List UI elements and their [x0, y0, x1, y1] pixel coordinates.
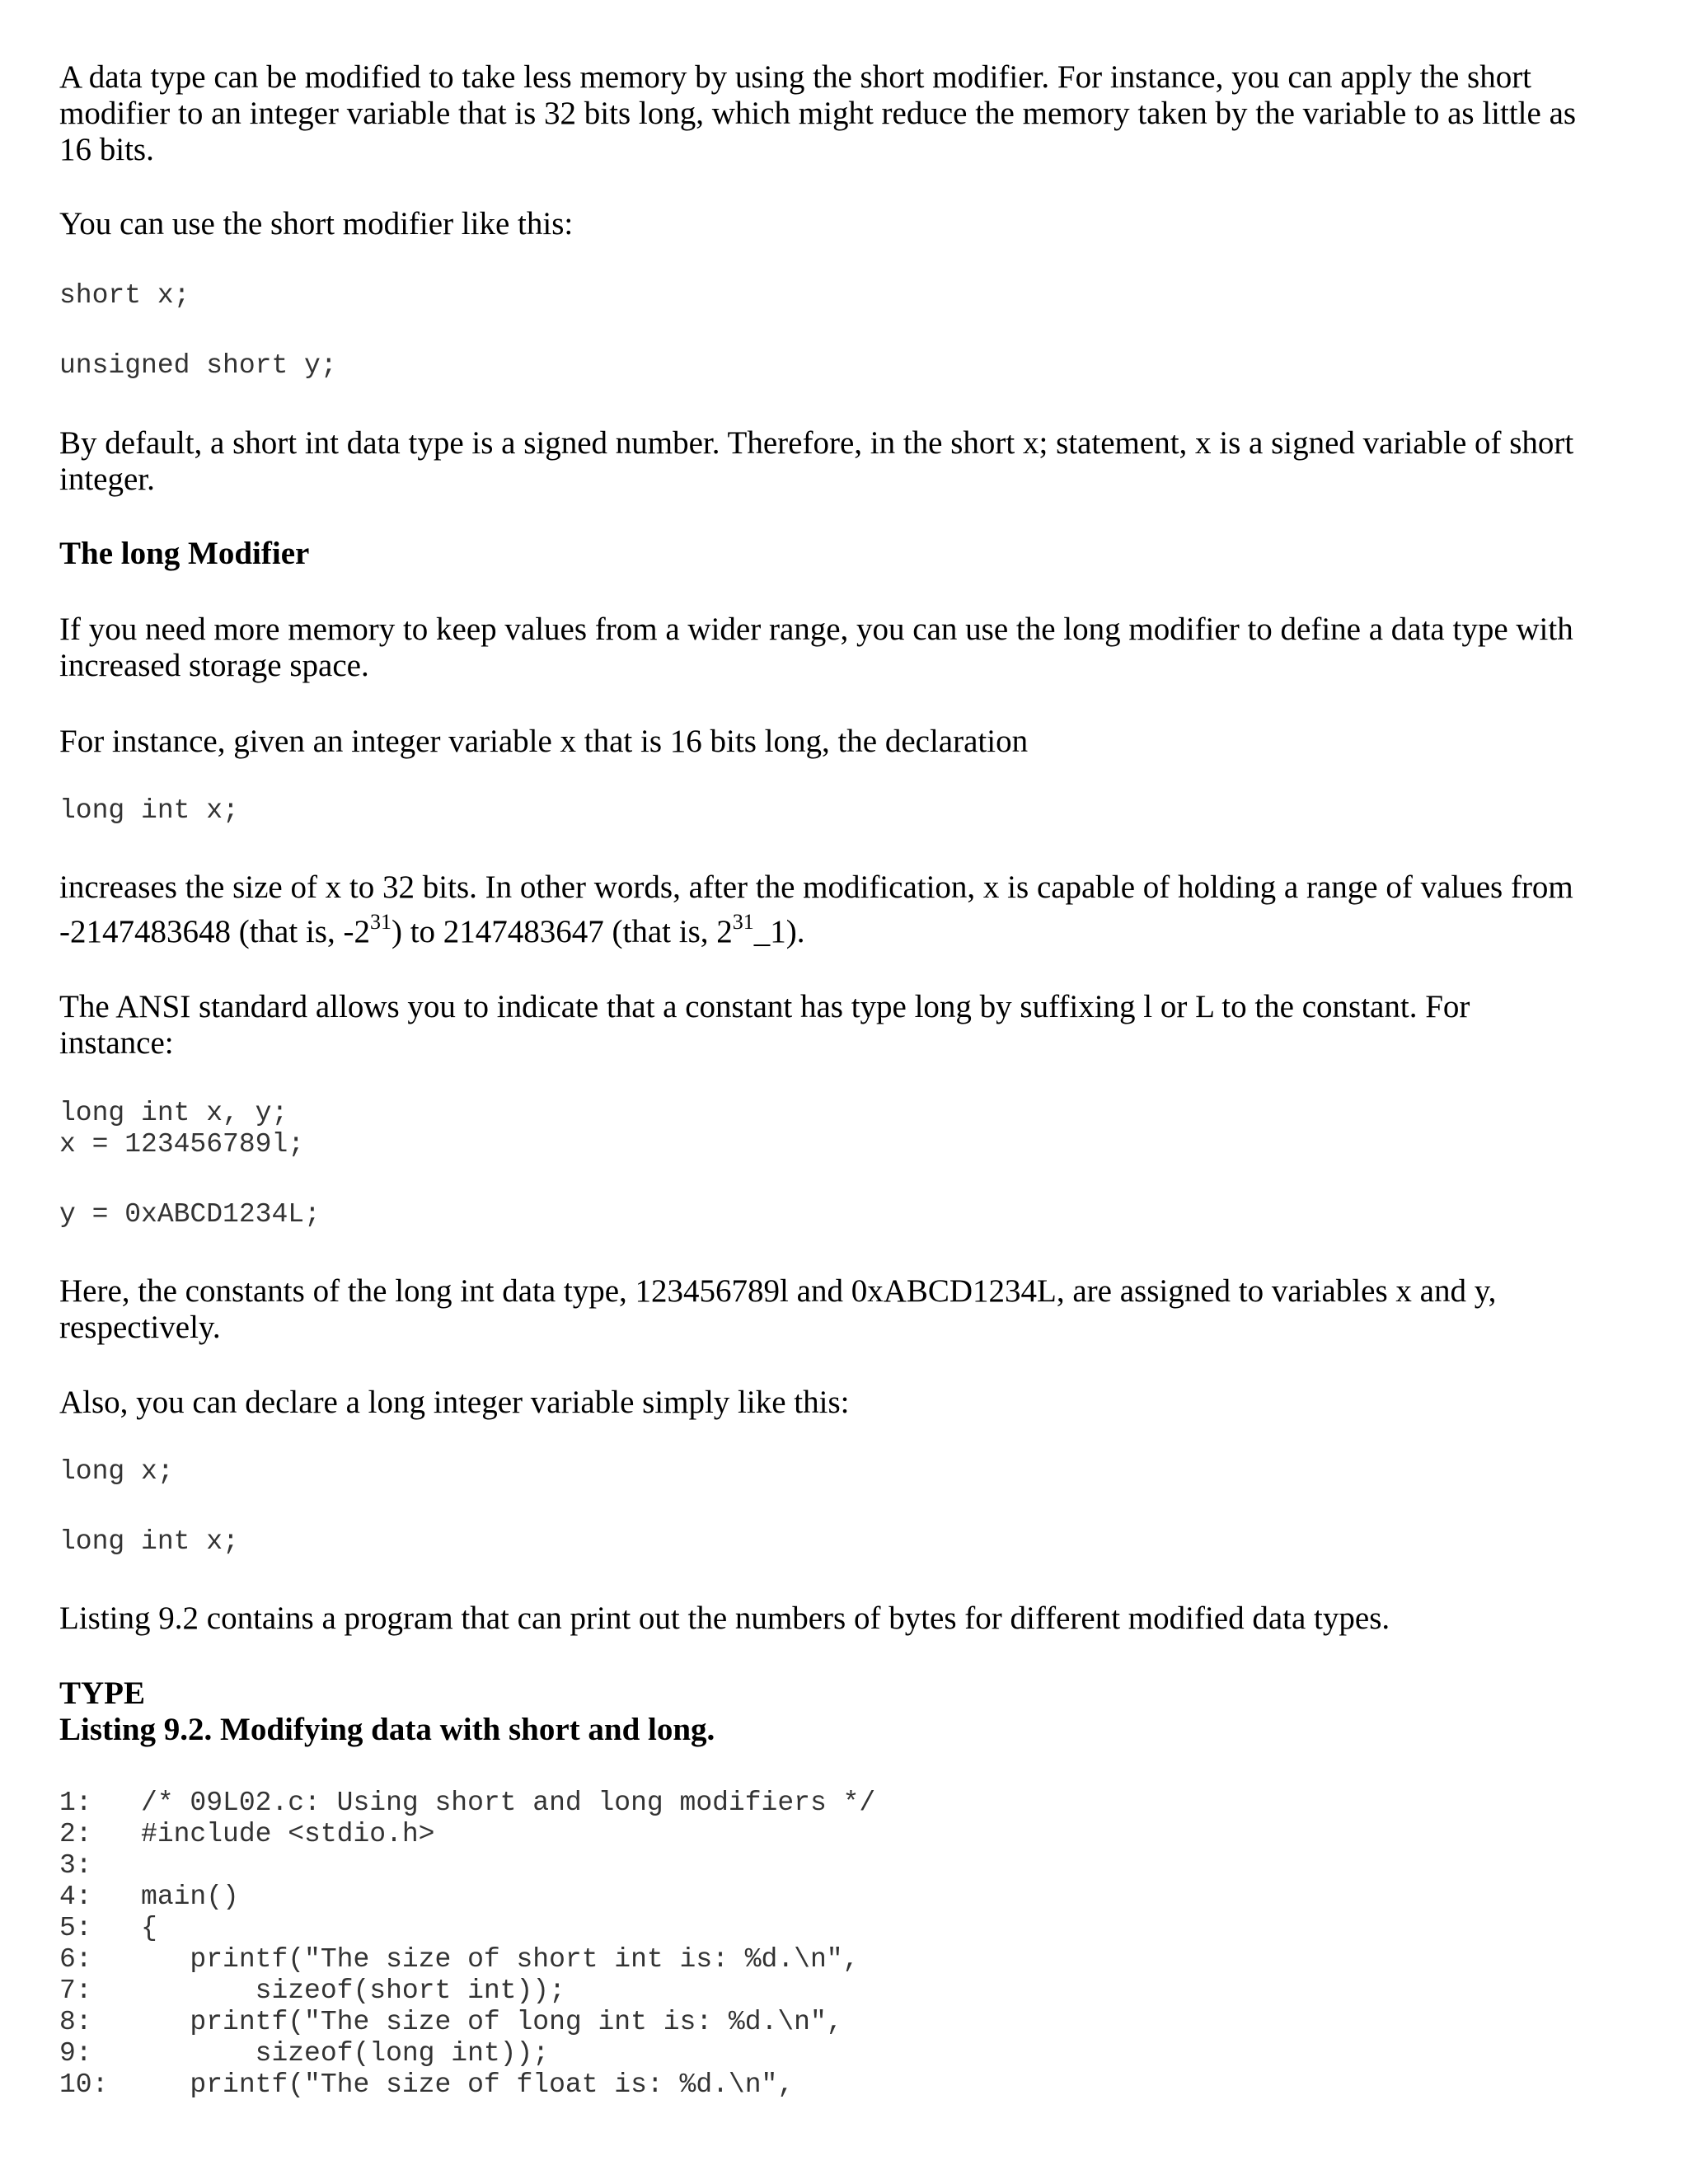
- code-short-x: short x;: [59, 280, 190, 311]
- code-line: 5: {: [59, 1913, 157, 1943]
- text-line: increased storage space.: [59, 648, 369, 683]
- code-line: 7: sizeof(short int));: [59, 1975, 565, 2006]
- paragraph-short-modifier-intro: [59, 59, 1576, 168]
- section-heading-long-modifier: The long Modifier: [59, 536, 310, 571]
- text-line: The ANSI standard allows you to indicate that a constant has type long by suffixing l or L to the constant. For: [59, 989, 1470, 1024]
- paragraph-short-usage: You can use the short modifier like this:: [59, 206, 574, 241]
- text-line: A data type can be modified to take less memory by using the short modifier. For instance, you can apply the short: [59, 59, 1532, 95]
- text-line: [59, 910, 1573, 950]
- text-line: By default, a short int data type is a signed number. Therefore, in the short x; statement, x is a signed variable of short: [59, 425, 1574, 461]
- superscript: 31: [369, 910, 392, 934]
- superscript: 31: [732, 910, 754, 934]
- paragraph-long-simple-declaration: Also, you can declare a long integer variable simply like this:: [59, 1385, 850, 1420]
- text-line: 16 bits.: [59, 132, 154, 167]
- code-line: 9: sizeof(long int));: [59, 2038, 550, 2069]
- paragraph-long-declaration: For instance, given an integer variable x that is 16 bits long, the declaration: [59, 724, 1029, 759]
- text-line: integer.: [59, 462, 155, 497]
- listing-title: Listing 9.2. Modifying data with short and long.: [59, 1712, 715, 1747]
- code-line: x = 123456789l;: [59, 1129, 305, 1160]
- text-fragment: ) to 2147483647 (that is, 2: [391, 914, 733, 949]
- text-line: instance:: [59, 1025, 174, 1061]
- code-line: 2: #include <stdio.h>: [59, 1819, 435, 1849]
- code-line: 10: printf("The size of float is: %d.\n",: [59, 2069, 795, 2100]
- code-listing-9-2: [59, 1788, 875, 2101]
- paragraph-long-modifier-intro: [59, 612, 1573, 684]
- paragraph-constants-assigned: [59, 1273, 1496, 1346]
- code-line: long int x, y;: [59, 1098, 288, 1128]
- code-line: 1: /* 09L02.c: Using short and long modifiers */: [59, 1788, 876, 1818]
- paragraph-listing-intro: Listing 9.2 contains a program that can print out the numbers of bytes for different modified data types.: [59, 1601, 1390, 1636]
- paragraph-short-default-signed: [59, 425, 1573, 498]
- code-hex-constant: y = 0xABCD1234L;: [59, 1199, 321, 1230]
- text-line: Here, the constants of the long int data type, 123456789l and 0xABCD1234L, are assigned to variables x and y,: [59, 1273, 1497, 1309]
- code-unsigned-short-y: unsigned short y;: [59, 350, 337, 381]
- paragraph-ansi-long-suffix: [59, 989, 1470, 1062]
- code-long-int-x: long int x;: [59, 795, 239, 826]
- listing-type-label: TYPE: [59, 1675, 146, 1711]
- text-line: increases the size of x to 32 bits. In other words, after the modification, x is capable of holding a range of values from: [59, 869, 1573, 905]
- code-long-int-x-2: long int x;: [59, 1526, 239, 1557]
- text-fragment: -2147483648 (that is, -2: [59, 914, 370, 949]
- text-fragment: _1).: [753, 914, 805, 949]
- text-line: respectively.: [59, 1310, 221, 1345]
- code-line: 3:: [59, 1850, 92, 1881]
- code-line: 6: printf("The size of short int is: %d.\n",: [59, 1944, 860, 1975]
- text-line: modifier to an integer variable that is 32 bits long, which might reduce the memory taken by the variable to as little as: [59, 96, 1577, 131]
- code-long-x: long x;: [59, 1456, 174, 1487]
- code-long-constants: [59, 1098, 304, 1160]
- code-line: 8: printf("The size of long int is: %d.\n",: [59, 2007, 843, 2037]
- text-line: If you need more memory to keep values from a wider range, you can use the long modifier to define a data type with: [59, 612, 1573, 647]
- code-line: 4: main(): [59, 1882, 239, 1912]
- paragraph-long-range: [59, 869, 1573, 950]
